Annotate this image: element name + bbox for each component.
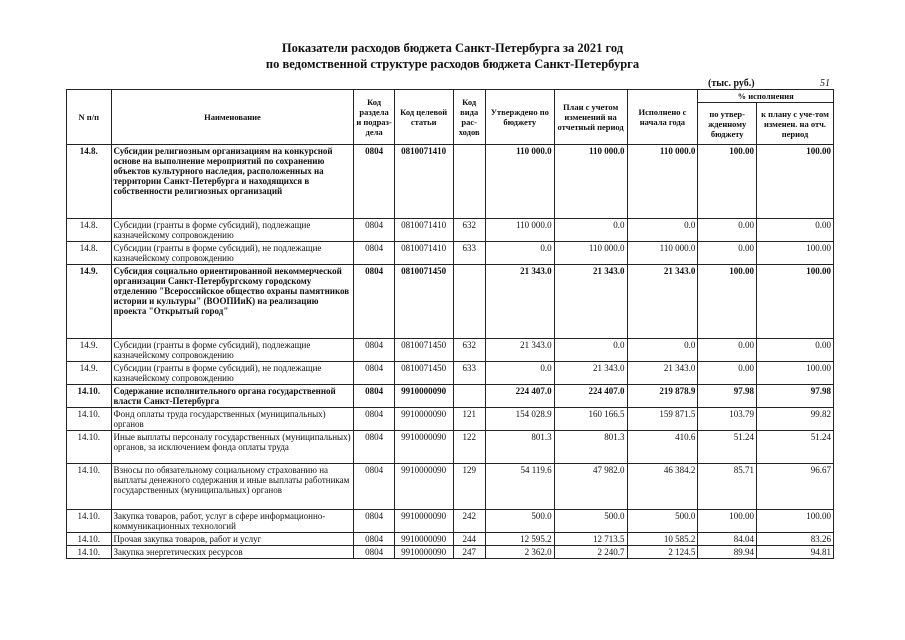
row-pct-plan: 100.00 — [757, 510, 834, 533]
row-pct-plan: 0.00 — [757, 339, 834, 362]
row-executed: 0.0 — [627, 339, 698, 362]
row-target-code: 0810071450 — [394, 265, 453, 339]
row-section-code: 0804 — [354, 145, 394, 219]
row-number: 14.10. — [67, 546, 112, 559]
col-header-pct-approved: по утвер-жденному бюджету — [698, 103, 757, 145]
row-pct-plan: 100.00 — [757, 145, 834, 219]
row-pct-plan: 83.26 — [757, 533, 834, 546]
row-name: Взносы по обязательному социальному страхованию на выплаты денежного содержания и иные выплаты работникам государственных (муниципальных) органов — [111, 464, 354, 510]
row-name: Прочая закупка товаров, работ и услуг — [111, 533, 354, 546]
row-name: Иные выплаты персоналу государственных (муниципальных) органов, за исключением фонда оплаты труда — [111, 431, 354, 464]
row-number: 14.10. — [67, 464, 112, 510]
row-target-code: 9910000090 — [394, 431, 453, 464]
row-pct-approved: 0.00 — [698, 362, 757, 385]
row-executed: 0.0 — [627, 219, 698, 242]
row-number: 14.8. — [67, 242, 112, 265]
table-row — [67, 408, 834, 431]
row-approved: 0.0 — [485, 362, 554, 385]
table-row — [67, 145, 834, 219]
table-row — [67, 242, 834, 265]
row-number: 14.10. — [67, 385, 112, 408]
row-pct-approved: 100.00 — [698, 145, 757, 219]
row-plan: 12 713.5 — [554, 533, 627, 546]
row-number: 14.9. — [67, 362, 112, 385]
row-pct-plan: 94.81 — [757, 546, 834, 559]
row-pct-plan: 99.82 — [757, 408, 834, 431]
row-executed: 10 585.2 — [627, 533, 698, 546]
row-number: 14.10. — [67, 431, 112, 464]
row-name: Субсидии (гранты в форме субсидий), не подлежащие казначейскому сопровождению — [111, 362, 354, 385]
row-plan: 801.3 — [554, 431, 627, 464]
row-pct-plan: 100.00 — [757, 242, 834, 265]
row-type-code: 129 — [453, 464, 485, 510]
row-number: 14.9. — [67, 339, 112, 362]
table-row — [67, 219, 834, 242]
table-row — [67, 546, 834, 559]
row-type-code: 632 — [453, 219, 485, 242]
row-pct-approved: 100.00 — [698, 510, 757, 533]
row-type-code — [453, 265, 485, 339]
row-section-code: 0804 — [354, 533, 394, 546]
row-target-code: 9910000090 — [394, 546, 453, 559]
row-plan: 0.0 — [554, 219, 627, 242]
row-number: 14.10. — [67, 533, 112, 546]
row-type-code: 633 — [453, 362, 485, 385]
row-pct-approved: 0.00 — [698, 339, 757, 362]
row-section-code: 0804 — [354, 408, 394, 431]
row-pct-approved: 0.00 — [698, 219, 757, 242]
row-plan: 47 982.0 — [554, 464, 627, 510]
row-pct-approved: 84.04 — [698, 533, 757, 546]
row-name: Субсидии религиозным организациям на конкурсной основе на выполнение мероприятий по сохранению объектов культурного наследия, расположенных на территории Санкт-Петербурга и находящихся в собственности религиозных организаций — [111, 145, 354, 219]
row-plan: 160 166.5 — [554, 408, 627, 431]
row-name: Содержание исполнительного органа государственной власти Санкт-Петербурга — [111, 385, 354, 408]
table-row — [67, 533, 834, 546]
row-approved: 801.3 — [485, 431, 554, 464]
col-header-name: Наименование — [111, 90, 354, 145]
row-executed: 110 000.0 — [627, 145, 698, 219]
row-approved: 500.0 — [485, 510, 554, 533]
col-header-approved: Утверждено по бюджету — [485, 90, 554, 145]
table-row — [67, 385, 834, 408]
row-plan: 21 343.0 — [554, 265, 627, 339]
col-header-plan: План с учетом изменений на отчетный период — [554, 90, 627, 145]
row-target-code: 9910000090 — [394, 408, 453, 431]
row-type-code: 121 — [453, 408, 485, 431]
col-header-pct-plan: к плану с уче-том изменен. на отч. период — [757, 103, 834, 145]
row-type-code: 244 — [453, 533, 485, 546]
row-plan: 21 343.0 — [554, 362, 627, 385]
row-pct-approved: 89.94 — [698, 546, 757, 559]
row-plan: 500.0 — [554, 510, 627, 533]
row-type-code: 122 — [453, 431, 485, 464]
row-executed: 159 871.5 — [627, 408, 698, 431]
row-pct-approved: 100.00 — [698, 265, 757, 339]
row-target-code: 0810071410 — [394, 219, 453, 242]
row-number: 14.8. — [67, 145, 112, 219]
row-type-code: 242 — [453, 510, 485, 533]
row-executed: 21 343.0 — [627, 265, 698, 339]
row-name: Субсидии (гранты в форме субсидий), не подлежащие казначейскому сопровождению — [111, 242, 354, 265]
row-name: Фонд оплаты труда государственных (муниципальных) органов — [111, 408, 354, 431]
row-pct-approved: 51.24 — [698, 431, 757, 464]
title-line-1: Показатели расходов бюджета Санкт-Петербурга за 2021 год — [281, 41, 624, 55]
row-pct-plan: 96.67 — [757, 464, 834, 510]
row-number: 14.10. — [67, 510, 112, 533]
row-target-code: 0810071450 — [394, 362, 453, 385]
row-pct-plan: 51.24 — [757, 431, 834, 464]
row-target-code: 9910000090 — [394, 385, 453, 408]
row-approved: 0.0 — [485, 242, 554, 265]
row-pct-approved: 0.00 — [698, 242, 757, 265]
row-type-code: 633 — [453, 242, 485, 265]
row-name: Закупка товаров, работ, услуг в сфере информационно-коммуникационных технологий — [111, 510, 354, 533]
row-pct-approved: 103.79 — [698, 408, 757, 431]
table-row — [67, 265, 834, 339]
row-approved: 54 119.6 — [485, 464, 554, 510]
row-plan: 2 240.7 — [554, 546, 627, 559]
table-row — [67, 339, 834, 362]
row-type-code: 247 — [453, 546, 485, 559]
row-plan: 224 407.0 — [554, 385, 627, 408]
table-row — [67, 431, 834, 464]
page-number: 51 — [820, 78, 830, 89]
row-number: 14.10. — [67, 408, 112, 431]
row-approved: 110 000.0 — [485, 219, 554, 242]
table-body — [67, 145, 834, 559]
row-number: 14.8. — [67, 219, 112, 242]
row-plan: 110 000.0 — [554, 145, 627, 219]
col-header-section: Код раздела и подраз-дела — [354, 90, 394, 145]
row-target-code: 9910000090 — [394, 533, 453, 546]
row-number: 14.9. — [67, 265, 112, 339]
row-section-code: 0804 — [354, 219, 394, 242]
row-approved: 21 343.0 — [485, 265, 554, 339]
col-header-executed: Исполнено с начала года — [627, 90, 698, 145]
row-type-code: 632 — [453, 339, 485, 362]
row-name: Закупка энергетических ресурсов — [111, 546, 354, 559]
units-label: (тыс. руб.) — [708, 78, 755, 89]
row-executed: 410.6 — [627, 431, 698, 464]
row-section-code: 0804 — [354, 510, 394, 533]
row-executed: 21 343.0 — [627, 362, 698, 385]
row-name: Субсидии (гранты в форме субсидий), подлежащие казначейскому сопровождению — [111, 339, 354, 362]
row-pct-plan: 97.98 — [757, 385, 834, 408]
row-approved: 224 407.0 — [485, 385, 554, 408]
row-name: Субсидия социально ориентированной некоммерческой организации Санкт-Петербургскому городскому отделению "Всероссийское общество охраны памятников истории и культуры" (ВООПИиК) на реализацию проекта "Открытый город" — [111, 265, 354, 339]
row-approved: 21 343.0 — [485, 339, 554, 362]
row-section-code: 0804 — [354, 431, 394, 464]
row-plan: 0.0 — [554, 339, 627, 362]
row-section-code: 0804 — [354, 339, 394, 362]
row-target-code: 9910000090 — [394, 510, 453, 533]
row-name: Субсидии (гранты в форме субсидий), подлежащие казначейскому сопровождению — [111, 219, 354, 242]
row-pct-plan: 100.00 — [757, 265, 834, 339]
title-line-2: по ведомственной структуре расходов бюджета Санкт-Петербурга — [265, 57, 640, 71]
col-header-type: Код вида рас-ходов — [453, 90, 485, 145]
row-section-code: 0804 — [354, 362, 394, 385]
row-approved: 2 362.0 — [485, 546, 554, 559]
row-pct-plan: 0.00 — [757, 219, 834, 242]
row-executed: 110 000.0 — [627, 242, 698, 265]
col-header-percent-group: % исполнения — [698, 90, 834, 103]
row-approved: 154 028.9 — [485, 408, 554, 431]
col-header-num: N п/п — [67, 90, 112, 145]
table-row — [67, 464, 834, 510]
table-row — [67, 510, 834, 533]
row-approved: 12 595.2 — [485, 533, 554, 546]
row-executed: 46 384.2 — [627, 464, 698, 510]
row-executed: 219 878.9 — [627, 385, 698, 408]
row-approved: 110 000.0 — [485, 145, 554, 219]
report-title — [0, 40, 905, 72]
row-target-code: 0810071450 — [394, 339, 453, 362]
row-section-code: 0804 — [354, 385, 394, 408]
table-row — [67, 362, 834, 385]
row-section-code: 0804 — [354, 265, 394, 339]
row-type-code — [453, 385, 485, 408]
row-target-code: 0810071410 — [394, 242, 453, 265]
row-pct-plan: 100.00 — [757, 362, 834, 385]
row-executed: 2 124.5 — [627, 546, 698, 559]
row-executed: 500.0 — [627, 510, 698, 533]
row-target-code: 0810071410 — [394, 145, 453, 219]
row-section-code: 0804 — [354, 546, 394, 559]
budget-table — [66, 89, 834, 559]
row-pct-approved: 85.71 — [698, 464, 757, 510]
row-type-code — [453, 145, 485, 219]
row-target-code: 9910000090 — [394, 464, 453, 510]
col-header-target: Код целевой статьи — [394, 90, 453, 145]
row-plan: 110 000.0 — [554, 242, 627, 265]
row-pct-approved: 97.98 — [698, 385, 757, 408]
row-section-code: 0804 — [354, 242, 394, 265]
row-section-code: 0804 — [354, 464, 394, 510]
